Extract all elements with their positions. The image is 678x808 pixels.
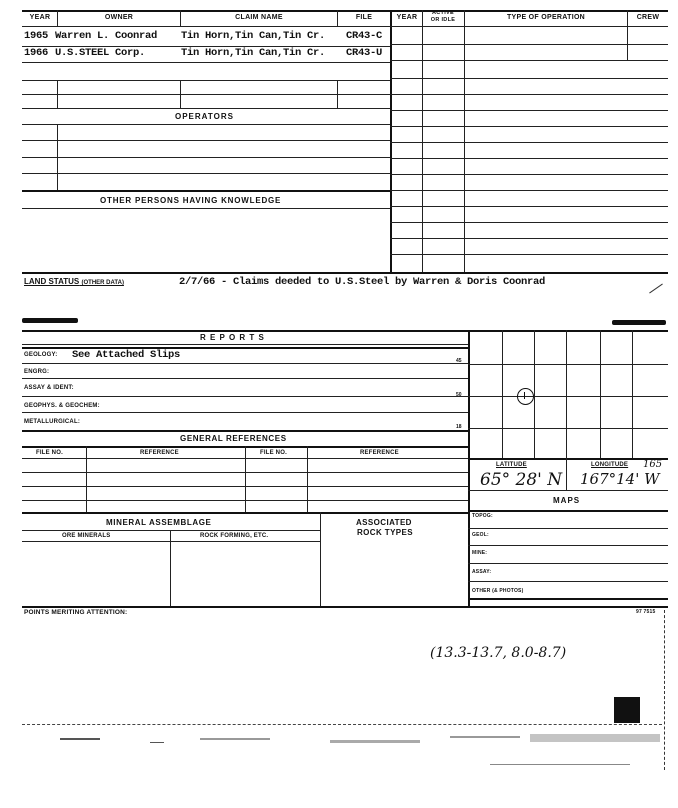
claim-file-2: CR43-U [346, 47, 383, 59]
ops-header-idle: OR IDLE [430, 17, 456, 23]
ops-header-crew: CREW [636, 14, 660, 21]
general-references-title: GENERAL REFERENCES [180, 434, 287, 443]
report-value-geology: See Attached Slips [72, 349, 181, 361]
maps-geol: GEOL: [472, 532, 489, 538]
assoc-rock-line1: ASSOCIATED [356, 518, 412, 527]
report-label-geophys: GEOPHYS. & GEOCHEM: [24, 403, 100, 409]
report-num-assay: 50 [456, 392, 462, 398]
land-status-label: LAND STATUS [24, 277, 80, 286]
report-label-engrg: ENGRG: [24, 369, 50, 375]
scan-stroke [649, 284, 663, 294]
maps-other: OTHER (& PHOTOS) [472, 588, 524, 594]
maps-title: MAPS [553, 496, 581, 505]
scan-mark-left [22, 318, 78, 323]
reports-title: R E P O R T S [200, 333, 265, 342]
location-marker-icon [517, 388, 534, 405]
header-owner: OWNER [104, 14, 134, 21]
report-label-geology: GEOLOGY: [24, 352, 58, 358]
report-num-metallurgical: 18 [456, 424, 462, 430]
claim-owner-2: U.S.STEEL Corp. [55, 47, 146, 59]
claim-name-1: Tin Horn,Tin Can,Tin Cr. [181, 30, 326, 42]
claim-file-1: CR43-C [346, 30, 383, 42]
maps-mine: MINE: [472, 550, 488, 556]
refs-col-reference: REFERENCE [140, 450, 179, 456]
ops-header-type: TYPE OF OPERATION [506, 14, 586, 21]
longitude-note: 165 [643, 459, 663, 470]
claim-year-2: 1966 [24, 47, 49, 59]
ops-header-active: ACTIVE [432, 10, 454, 16]
assoc-rock-line2: ROCK TYPES [357, 528, 414, 537]
latitude-value: 65° 28' N [480, 470, 563, 490]
rock-forming-label: ROCK FORMING, ETC. [200, 533, 269, 539]
refs-col-file2: FILE NO. [260, 450, 287, 456]
claim-year-1: 1965 [24, 30, 49, 42]
operators-title: OPERATORS [175, 112, 234, 121]
refs-col-reference2: REFERENCE [360, 450, 399, 456]
handwritten-note: (13.3-13.7, 8.0-8.7) [430, 645, 567, 661]
points-label: POINTS MERITING ATTENTION: [24, 609, 128, 616]
form-number: 97 7515 [636, 609, 656, 615]
land-status-text: 2/7/66 - Claims deeded to U.S.Steel by Warren & Doris Coonrad [179, 276, 546, 288]
ops-header-year: YEAR [396, 14, 418, 21]
header-claim-name: CLAIM NAME [235, 14, 283, 21]
other-persons-title: OTHER PERSONS HAVING KNOWLEDGE [100, 196, 282, 205]
maps-topog: TOPOG: [472, 513, 493, 519]
land-status-sublabel: (OTHER DATA) [81, 280, 124, 286]
claim-name-2: Tin Horn,Tin Can,Tin Cr. [181, 47, 326, 59]
scan-block-mark [614, 697, 640, 723]
mineral-assemblage-title: MINERAL ASSEMBLAGE [106, 518, 212, 527]
latitude-label: LATITUDE [496, 462, 527, 468]
maps-assay: ASSAY: [472, 569, 492, 575]
claim-owner-1: Warren L. Coonrad [55, 30, 158, 42]
scan-mark-right [612, 320, 666, 325]
ore-minerals-label: ORE MINERALS [62, 533, 111, 539]
report-label-metallurgical: METALLURGICAL: [24, 419, 81, 425]
longitude-value: 167°14' W [580, 470, 660, 488]
longitude-label: LONGITUDE [591, 462, 629, 468]
report-num-geology: 45 [456, 358, 462, 364]
report-label-assay: ASSAY & IDENT: [24, 385, 74, 391]
header-year: YEAR [29, 14, 51, 21]
refs-col-file: FILE NO. [36, 450, 63, 456]
header-file: FILE [355, 14, 373, 21]
